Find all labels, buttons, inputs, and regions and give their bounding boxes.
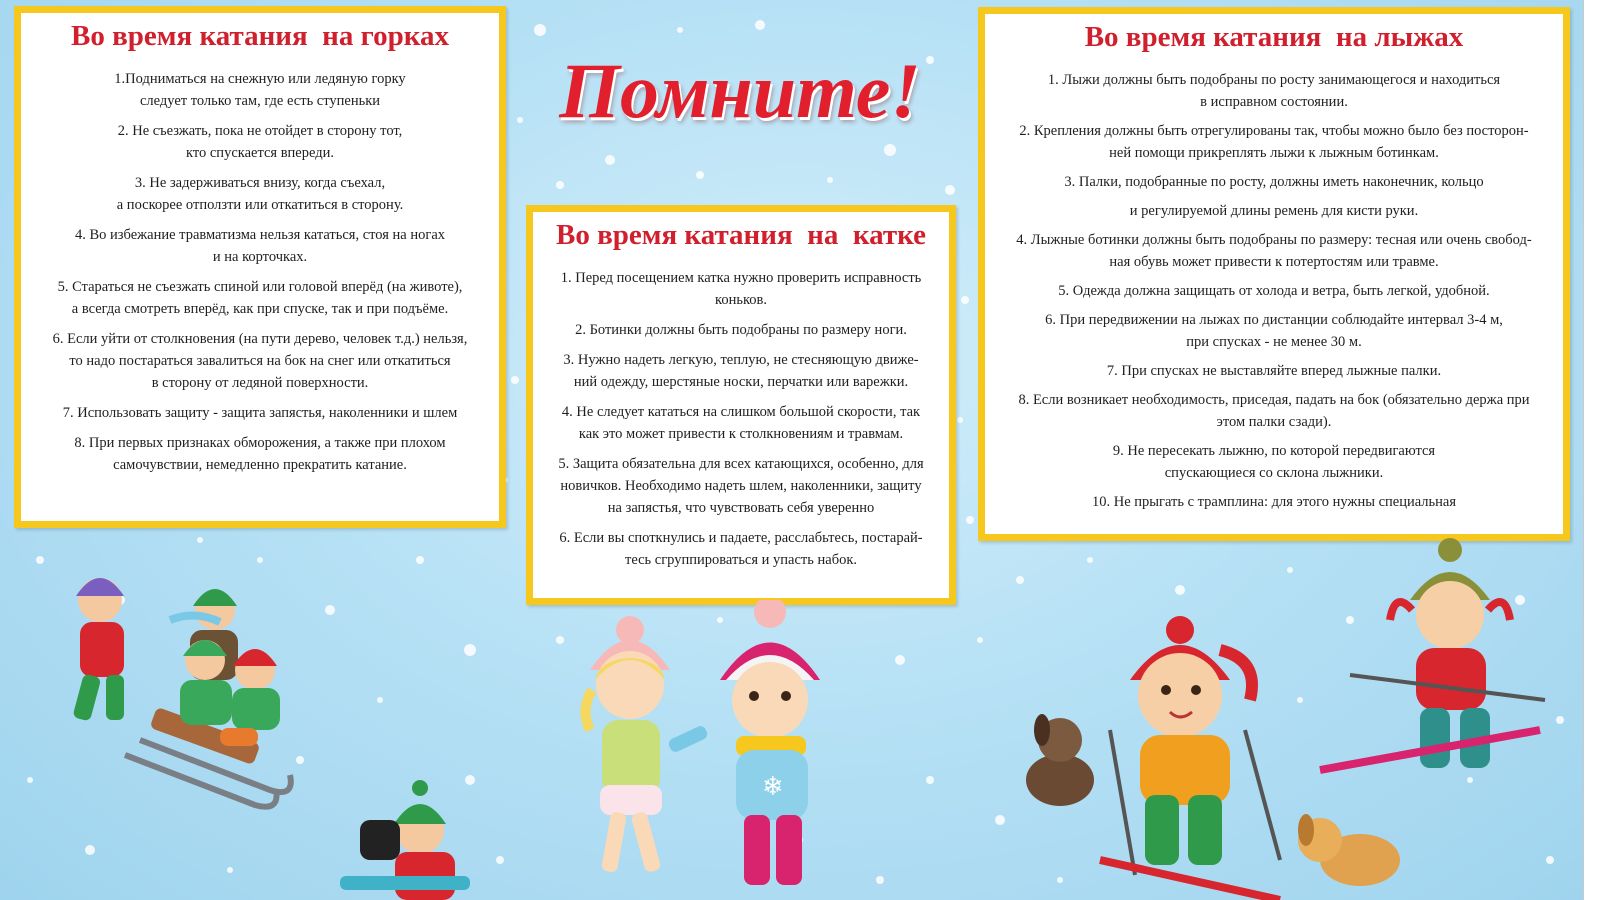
- hills-rules-list: [21, 68, 499, 476]
- skiing-kids-illustration: [1020, 530, 1580, 900]
- ski-rule-9: 9. Не пересекать лыжню, по которой передвигаются спускающиеся со склона лыжники.: [1112, 442, 1436, 481]
- svg-text:❄: ❄: [762, 772, 784, 802]
- ski-rule-2: 2. Крепления должны быть отрегулированы так, чтобы можно было без посторон- ней помощи прикреплять лыжи к лыжным ботинкам.: [1019, 122, 1529, 161]
- rink-rules-panel: [526, 205, 956, 605]
- ski-rule-3a: 3. Палки, подобранные по росту, должны иметь наконечник, кольцо: [1064, 173, 1484, 190]
- hills-rule-6: 6. Если уйти от столкновения (на пути дерево, человек т.д.) нельзя, то надо постараться завалиться на бок на снег или откатиться в сторону от ледяной поверхности.: [52, 330, 468, 391]
- ski-rule-10: 10. Не прыгать с трамплина: для этого нужны специальная: [1091, 493, 1457, 510]
- hills-rule-2: 2. Не съезжать, пока не отойдет в сторону тот, кто спускается впереди.: [117, 122, 403, 161]
- rink-rule-6: 6. Если вы споткнулись и падаете, расслабьтесь, постарай- тесь сгруппироваться и упасть набок.: [559, 529, 923, 568]
- rink-rule-1: 1. Перед посещением катка нужно проверить исправность коньков.: [560, 269, 922, 308]
- ski-rule-8: 8. Если возникает необходимость, приседая, падать на бок (обязательно держа при этом палки сзади).: [1018, 391, 1530, 430]
- ski-rules-panel: [978, 7, 1570, 541]
- ski-rule-7: 7. При спусках не выставляйте вперед лыжные палки.: [1106, 362, 1442, 379]
- rink-rules-list: [533, 267, 949, 571]
- ski-rule-1: 1. Лыжи должны быть подобраны по росту занимающегося и находиться в исправном состоянии.: [1047, 71, 1501, 110]
- ski-rule-3b: и регулируемой длины ремень для кисти руки.: [1129, 202, 1419, 219]
- rink-rule-4: 4. Не следует кататься на слишком большой скорости, так как это может привести к столкновениям и травмам.: [561, 403, 921, 442]
- rink-rules-title: Во время катания на катке: [555, 219, 926, 251]
- sledding-kids-illustration: [20, 560, 320, 820]
- ski-rule-4: 4. Лыжные ботинки должны быть подобраны по размеру: тесная или очень свобод- ная обувь может привести к потертостям или травме.: [1016, 231, 1532, 270]
- kid-on-sled-illustration: [300, 780, 480, 900]
- rink-rule-5: 5. Защита обязательна для всех катающихся, особенно, для новичков. Необходимо надеть шлем, наколенники, защиту на запястья, что чувствовать себя уверенно: [558, 455, 924, 516]
- ski-rules-list: [985, 69, 1563, 513]
- rink-rule-3: 3. Нужно надеть легкую, теплую, не стесняющую движе- ний одежду, шерстяные носки, перчатки или варежки.: [563, 351, 919, 390]
- headline-remember: Помните!: [559, 47, 921, 134]
- hills-rules-panel: [14, 6, 506, 528]
- ski-rules-title: Во время катания на лыжах: [1084, 21, 1464, 53]
- hills-rules-title: Во время катания на горках: [71, 20, 449, 52]
- page-edge: [1583, 0, 1600, 900]
- rink-rule-2: 2. Ботинки должны быть подобраны по размеру ноги.: [575, 321, 907, 338]
- hills-rule-7: 7. Использовать защиту - защита запястья, наколенники и шлем: [62, 404, 458, 421]
- hills-rule-1: 1.Подниматься на снежную или ледяную горку следует только там, где есть ступеньки: [114, 70, 406, 109]
- hills-rule-3: 3. Не задерживаться внизу, когда съехал, а поскорее отползти или откатиться в сторону.: [116, 174, 404, 213]
- ski-rule-6: 6. При передвижении на лыжах по дистанции соблюдайте интервал 3-4 м, при спусках - не менее 30 м.: [1045, 311, 1503, 350]
- hills-rule-4: 4. Во избежание травматизма нельзя кататься, стоя на ногах и на корточках.: [74, 226, 446, 265]
- hills-rule-8: 8. При первых признаках обморожения, а также при плохом самочувствии, немедленно прекратить катание.: [74, 434, 446, 473]
- ski-rule-5: 5. Одежда должна защищать от холода и ветра, быть легкой, удобной.: [1058, 282, 1490, 299]
- skating-girls-illustration: [540, 600, 920, 900]
- hills-rule-5: 5. Стараться не съезжать спиной или головой вперёд (на животе), а всегда смотреть вперёд, как при спуске, так и при подъёме.: [57, 278, 463, 317]
